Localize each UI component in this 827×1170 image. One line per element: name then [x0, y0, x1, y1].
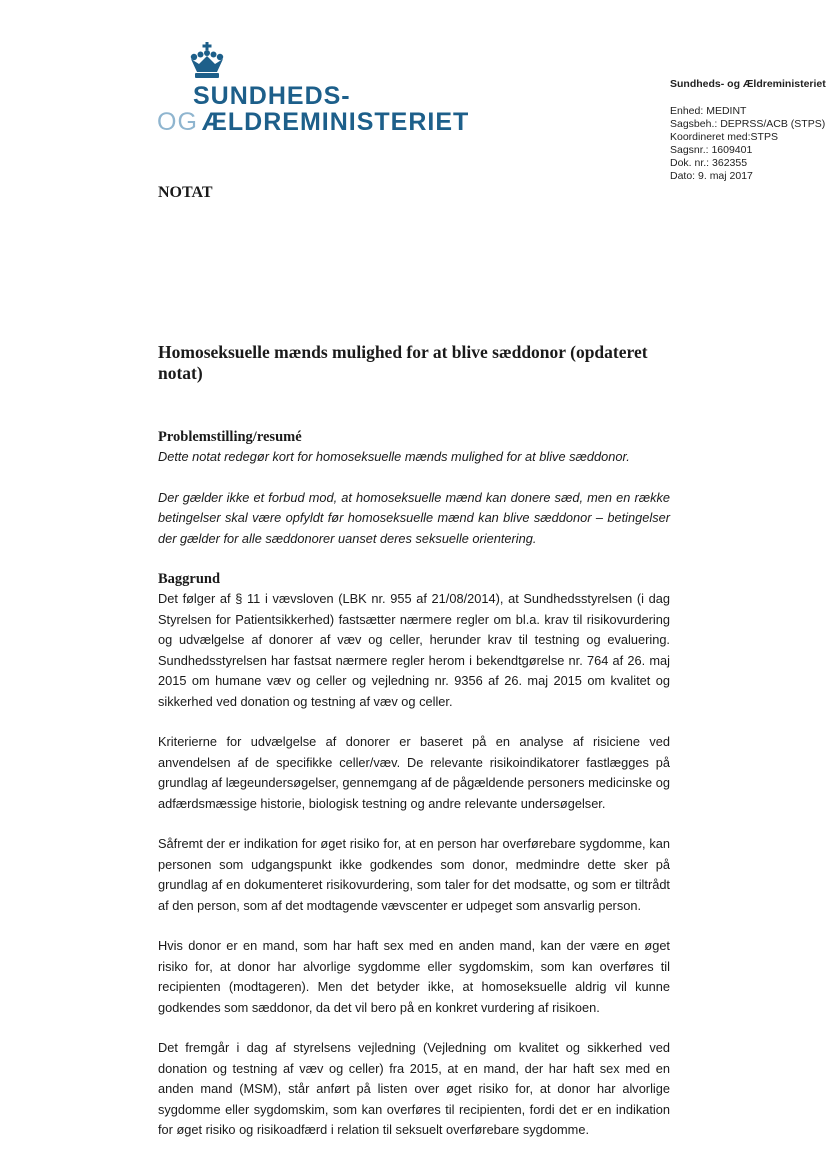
meta-coordinated-with: Koordineret med:STPS [670, 131, 778, 143]
summary-paragraph-2: Der gælder ikke et forbud mod, at homoseksuelle mænd kan donere sæd, men en række betingelser skal være opfyldt før homoseksuelle mænd kan blive sæddonor – betingelser der gælder for alle sæddonorer uanset deres seksuelle orientering. [158, 489, 670, 546]
background-paragraph-5: Det fremgår i dag af styrelsens vejledning (Vejledning om kvalitet og sikkerhed ved donation og testning af væv og celler) fra 2015, at en mand, der har haft sex med en anden mand (MSM), står anført på listen over øget risiko for, at donor har alvorlige sygdomme eller sygdomskim, som kan overføres til recipienten, fordi det er en indikation for øget risiko og risikoadfærd i relation til seksuelt overførebare sygdomme. [158, 1040, 670, 1137]
logo-text-line2 [157, 108, 469, 137]
doc-type-label: NOTAT [158, 184, 213, 201]
meta-case-handler: Sagsbeh.: DEPRSS/ACB (STPS) [670, 118, 826, 130]
meta-doc-number: Dok. nr.: 362355 [670, 157, 748, 169]
section-heading-background: Baggrund [158, 571, 221, 587]
logo-text-line1: SUNDHEDS- [193, 82, 351, 110]
meta-unit: Enhed: MEDINT [670, 105, 747, 117]
meta-date: Dato: 9. maj 2017 [670, 170, 753, 182]
document-metadata [670, 78, 826, 183]
document-body [158, 342, 670, 1141]
ministry-logo [157, 42, 470, 137]
logo-text-main: ÆLDREMINISTERIET [201, 108, 470, 136]
meta-case-number: Sagsnr.: 1609401 [670, 144, 753, 156]
meta-ministry: Sundheds- og Ældreministeriet [670, 78, 826, 90]
background-paragraph-1: Det følger af § 11 i vævsloven (LBK nr. 955 af 21/08/2014), at Sundhedsstyrelsen (i dag Styrelsen for Patientsikkerhed) fastsætter nærmere regler om bl.a. krav til risikovurdering og udvælgelse af donorer af væv og celler, herunder krav til testning og evaluering. Sundhedsstyrelsen har fastsat nærmere regler herom i bekendtgørelse nr. 764 af 26. maj 2015 om humane væv og celler og vejledning nr. 9356 af 26. maj 2015 om kvalitet og sikkerhed ved donation og testning af væv og celler. [158, 591, 670, 709]
background-paragraph-3: Såfremt der er indikation for øget risiko for, at en person har overførebare sygdomme, kan personen som udgangspunkt ikke godkendes som donor, medmindre dette sker på grundlag af en dokumenteret risikovurdering, som taler for det modsatte, og som er tiltrådt af den person, som af det modtagende vævscenter er udpeget som ansvarlig person. [158, 836, 670, 913]
document-title: Homoseksuelle mænds mulighed for at blive sæddonor (opdateret notat) [158, 342, 648, 383]
section-heading-summary: Problemstilling/resumé [158, 429, 302, 445]
logo-og-text: OG [157, 108, 198, 136]
summary-paragraph-1: Dette notat redegør kort for homoseksuelle mænds mulighed for at blive sæddonor. [158, 449, 630, 464]
background-paragraph-2: Kriterierne for udvælgelse af donorer er baseret på en analyse af risiciene ved anvendelsen af de specifikke celler/væv. De relevante risikoindikatorer fastlægges på grundlag af lægeundersøgelser, gennemgang af de pågældende personers medicinske og adfærdsmæssige historie, biologisk testning og andre relevante undersøgelser. [158, 734, 670, 811]
background-paragraph-4: Hvis donor er en mand, som har haft sex med en anden mand, kan der være en øget risiko for, at donor har alvorlige sygdomme eller sygdomskim, som kan overføres til recipienten (modtageren). Men det betyder ikke, at homoseksuelle aldrig vil kunne godkendes som sæddonor, da det vil bero på en konkret vurdering af risikoen. [158, 938, 670, 1015]
crown-icon [187, 42, 227, 82]
